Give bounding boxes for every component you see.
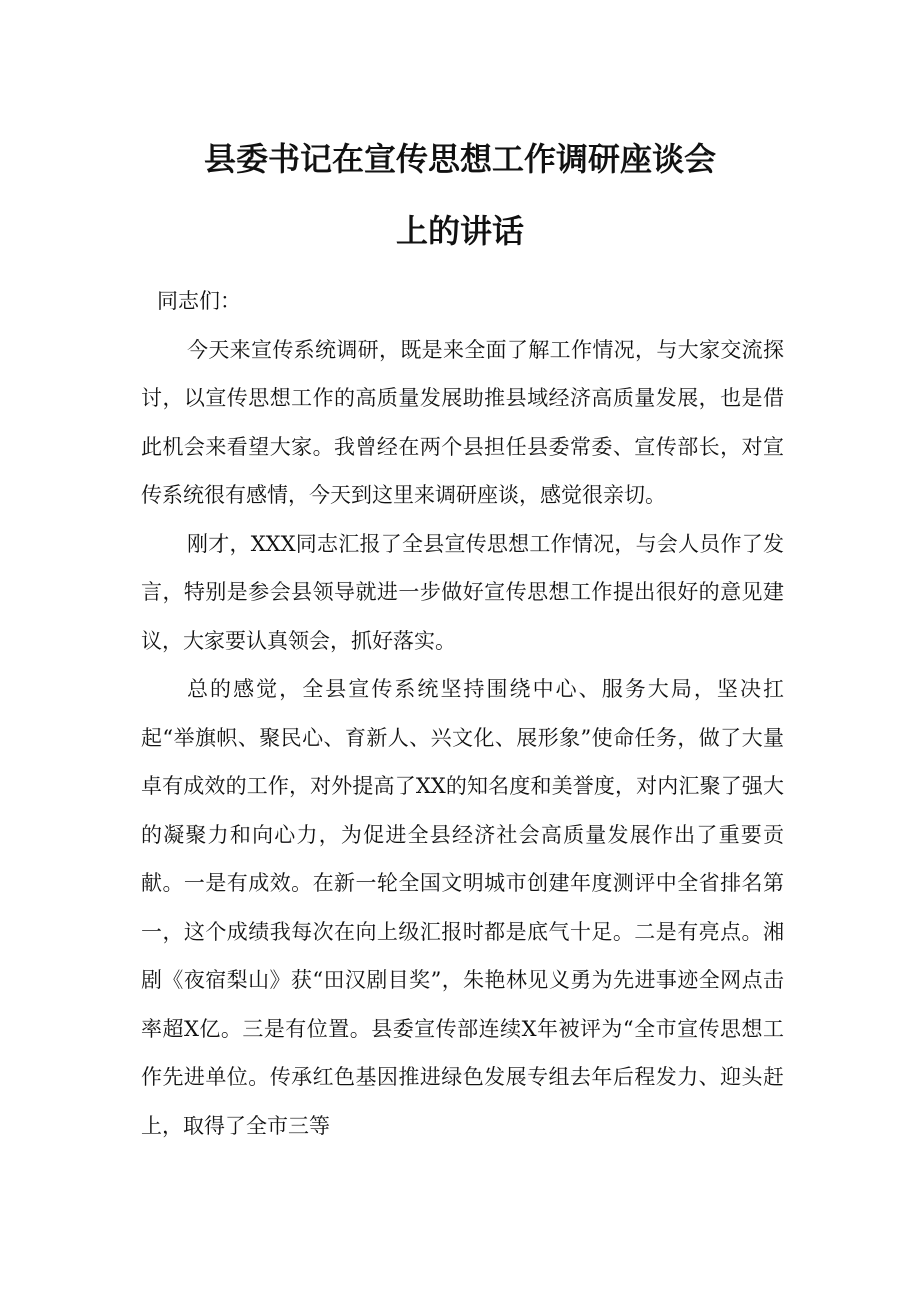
document-body — [141, 277, 784, 1150]
paragraph-1: 今天来宣传系统调研，既是来全面了解工作情况，与大家交流探讨，以宣传思想工作的高质量发展助推县域经济高质量发展，也是借此机会来看望大家。我曾经在两个县担任县委常委、宣传部长，对宣传系统很有感情，今天到这里来调研座谈，感觉很亲切。 — [141, 337, 784, 507]
paragraph-3: 总的感觉，全县宣传系统坚持围绕中心、服务大局，坚决扛起“举旗帜、聚民心、育新人、兴文化、展形象”使命任务，做了大量卓有成效的工作，对外提高了XX的知名度和美誉度，对内汇聚了强大的凝聚力和向心力，为促进全县经济社会高质量发展作出了重要贡献。一是有成效。在新一轮全国文明城市创建年度测评中全省排名第一，这个成绩我每次在向上级汇报时都是底气十足。二是有亮点。湘剧《夜宿梨山》获“田汉剧目奖”，朱艳林见义勇为先进事迹全网点击率超X亿。三是有位置。县委宣传部连续X年被评为“全市宣传思想工作先进单位。传承红色基因推进绿色发展专组去年后程发力、迎头赶上，取得了全市三等 — [141, 677, 784, 1138]
document-title-line-1: 县委书记在宣传思想工作调研座谈会 — [203, 140, 716, 178]
document-title-line-2: 上的讲话 — [395, 212, 524, 250]
salutation: 同志们： — [157, 289, 241, 313]
paragraph-2: 刚才，XXX同志汇报了全县宣传思想工作情况，与会人员作了发言，特别是参会县领导就进一步做好宣传思想工作提出很好的意见建议，大家要认真领会，抓好落实。 — [141, 531, 784, 653]
